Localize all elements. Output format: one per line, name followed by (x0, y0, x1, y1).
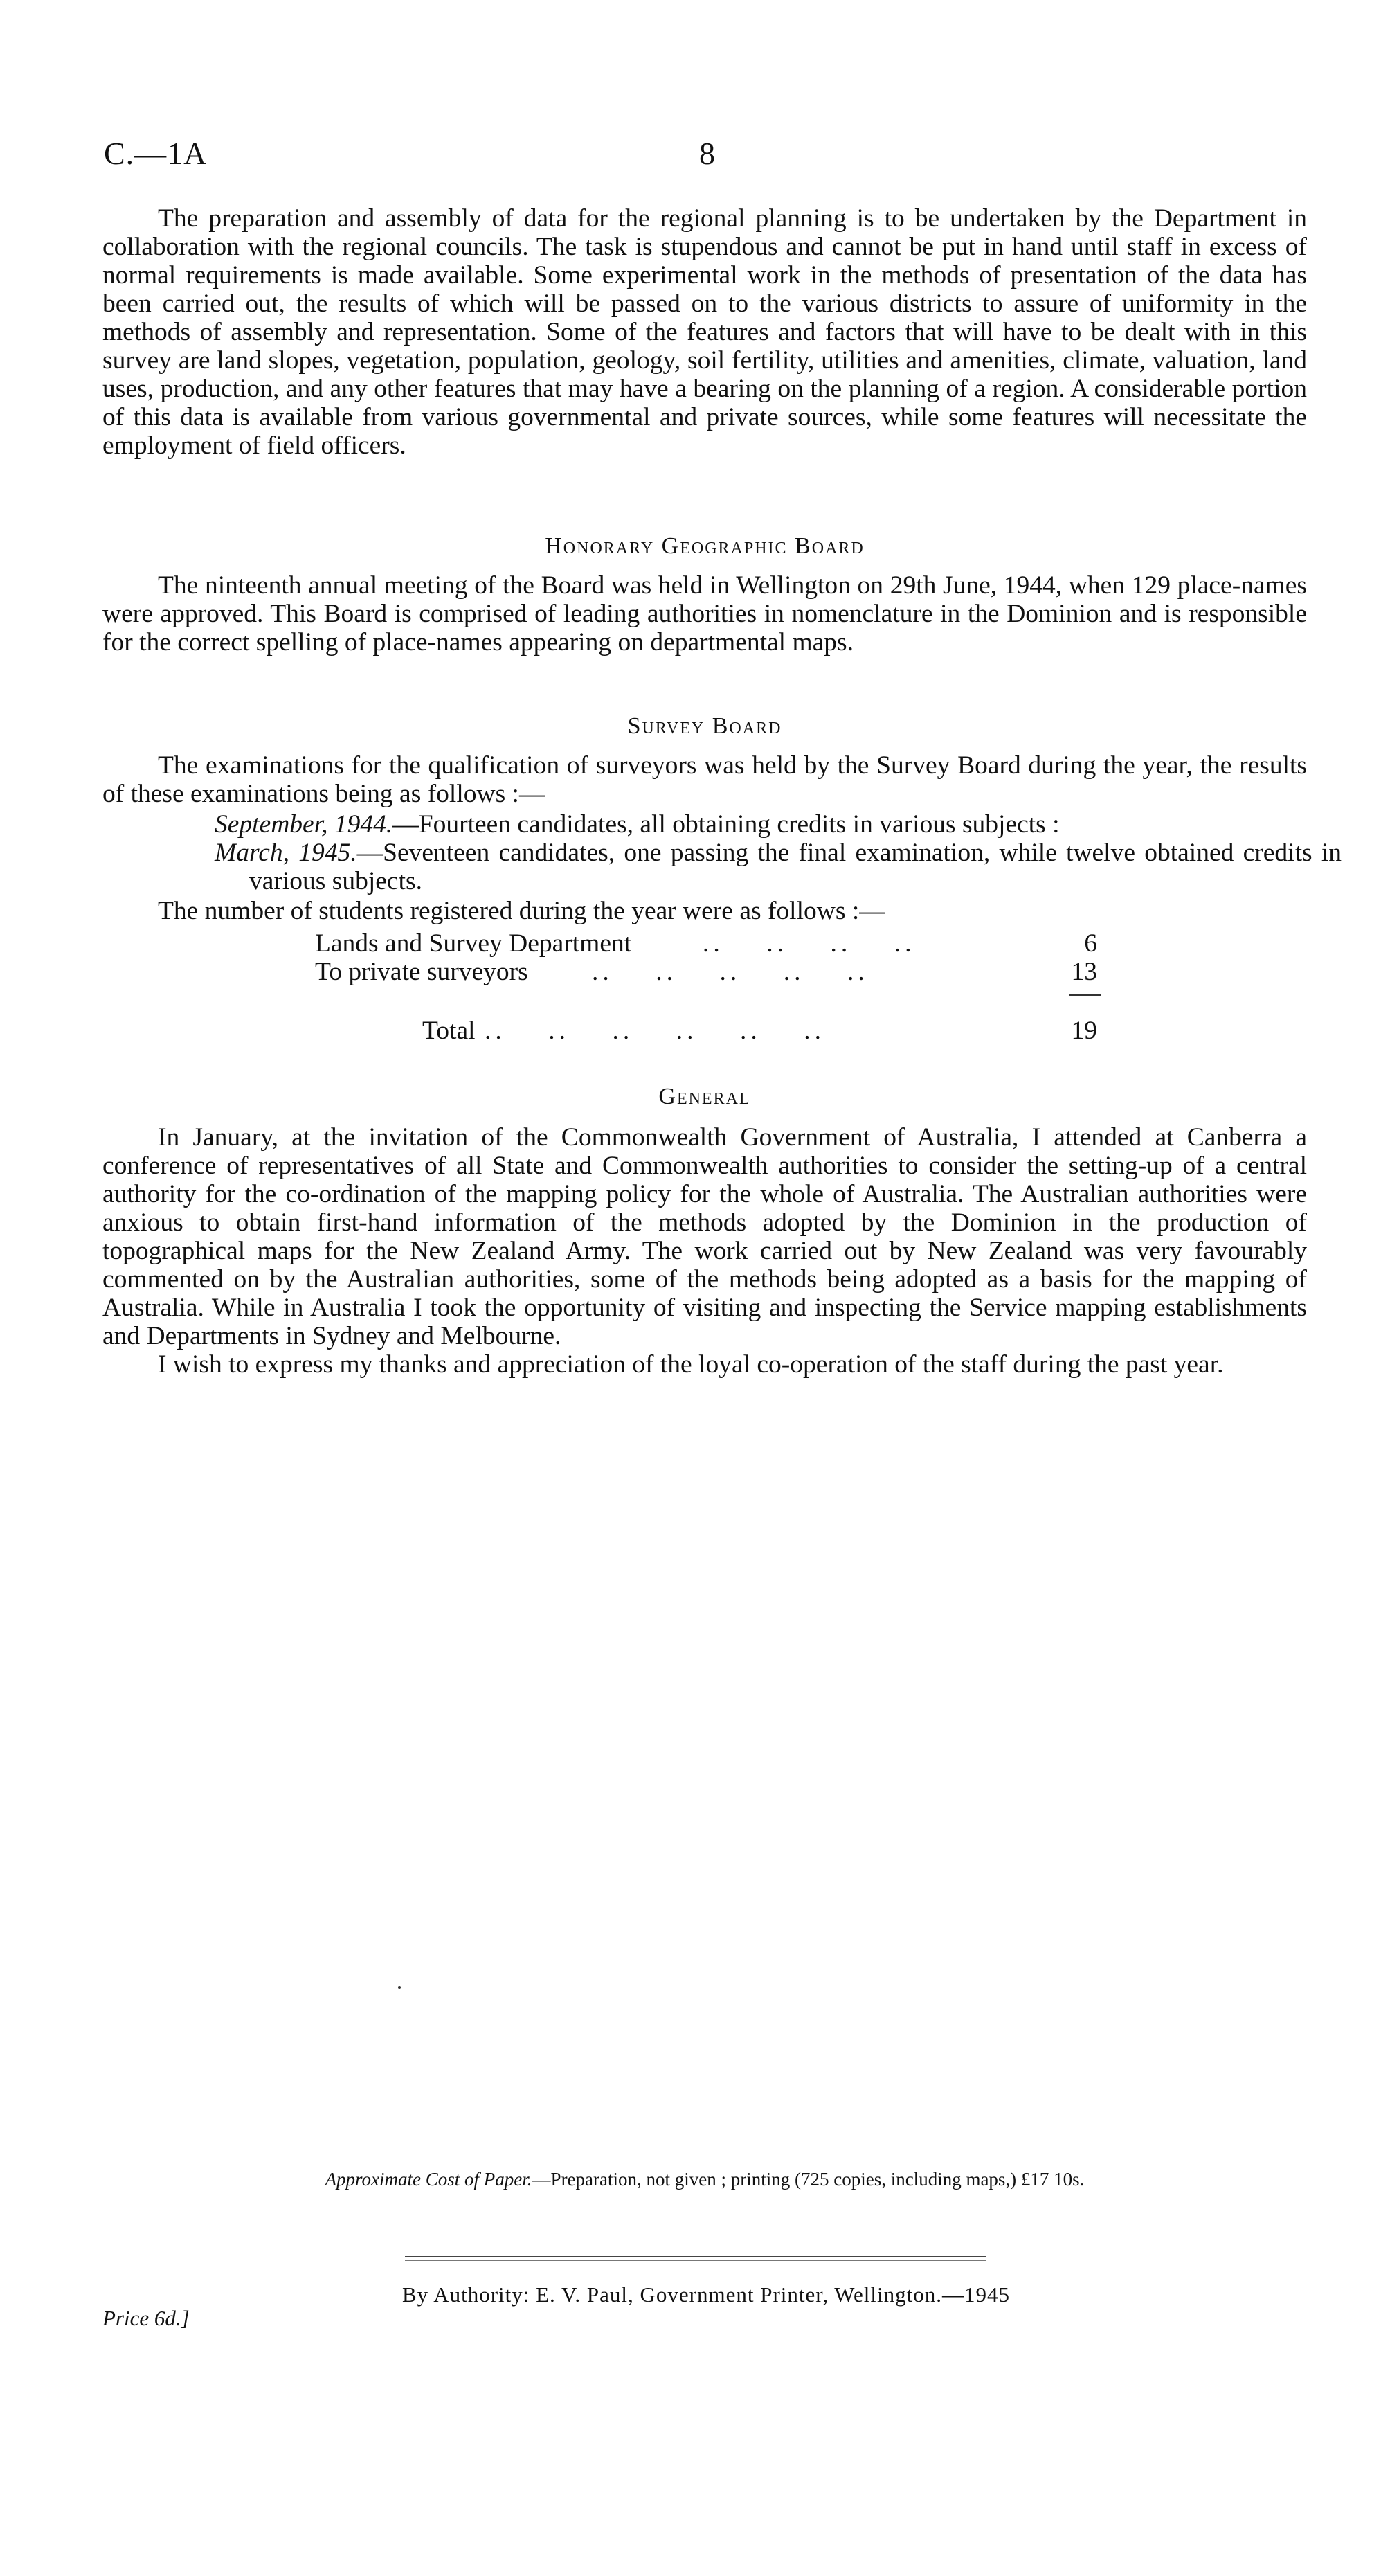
total-count: 19 (1071, 1017, 1097, 1045)
registration-intro: The number of students registered during the year were as follows :— (158, 897, 885, 925)
exam-result-item (215, 810, 1342, 839)
registration-count: 6 (1084, 929, 1097, 958)
registration-count: 13 (1071, 958, 1097, 986)
geographic-board-heading: Honorary Geographic Board (545, 533, 865, 559)
cost-text: —Preparation, not given ; printing (725 copies, including maps,) £17 10s. (532, 2169, 1085, 2190)
page-number: 8 (699, 136, 715, 171)
page-header (104, 135, 1308, 184)
registration-row (315, 929, 1097, 958)
total-label: Total (422, 1017, 476, 1045)
total-divider (1069, 994, 1101, 996)
exam-result-text: —Fourteen candidates, all obtaining credits in various subjects : (392, 810, 1060, 839)
general-paragraph: I wish to express my thanks and appreciation of the loyal co-operation of the staff during the past year. (158, 1350, 1224, 1379)
print-speck (398, 1986, 401, 1989)
geographic-board-block (102, 571, 1307, 656)
survey-board-paragraph: The examinations for the qualification of surveyors was held by the Survey Board during the year, the results of these examinations being as follows :— (102, 751, 1307, 808)
survey-board-block (102, 751, 1307, 808)
document-reference: C.—1A (104, 136, 208, 171)
printer-authority: By Authority: E. V. Paul, Government Printer, Wellington.—1945 (401, 2282, 1011, 2307)
intro-paragraph-block (102, 204, 1307, 460)
general-heading: General (658, 1084, 751, 1109)
leader-dots: .. .. .. .. .. .. (485, 1017, 825, 1045)
footer-rule (405, 2260, 986, 2261)
exam-result-text: —Seventeen candidates, one passing the final examination, while twelve obtained credits in various subjects. (249, 839, 1342, 895)
registration-row (315, 958, 1097, 986)
registration-label: Lands and Survey Department (315, 929, 632, 958)
cost-of-paper-note (102, 2169, 1307, 2190)
leader-dots: .. .. .. .. .. (592, 958, 869, 986)
survey-board-heading: Survey Board (627, 713, 782, 739)
footer-rule (405, 2256, 986, 2257)
general-block (102, 1123, 1307, 1379)
geographic-board-paragraph: The ninteenth annual meeting of the Board was held in Wellington on 29th June, 1944, when 129 place-names were approved. This Board is comprised of leading authorities in nomenclature in the Dominion and is responsible for the correct spelling of place-names appearing on departmental maps. (102, 571, 1307, 656)
exam-result-date: March, 1945. (215, 839, 357, 867)
cost-label: Approximate Cost of Paper. (325, 2169, 532, 2190)
total-row (422, 1017, 1097, 1045)
intro-paragraph: The preparation and assembly of data for the regional planning is to be undertaken by the Department in collaboration with the regional councils. The task is stupendous and cannot be put in hand until staff in excess of normal requirements is made available. Some experimental work in the methods of presentation of the data has been carried out, the results of which will be passed on to the various districts to assure of uniformity in the methods of assembly and representation. Some of the features and factors that will have to be dealt with in this survey are land slopes, vegetation, population, geology, soil fertility, utilities and amenities, climate, valuation, land uses, production, and any other features that may have a bearing on the planning of a region. A considerable portion of this data is available from various governmental and private sources, while some features will necessitate the employment of field officers. (102, 204, 1307, 460)
registration-label: To private surveyors (315, 958, 528, 986)
price-note: Price 6d.] (102, 2306, 190, 2330)
exam-result-item (215, 839, 1342, 895)
general-paragraph: In January, at the invitation of the Commonwealth Government of Australia, I attended at Canberra a conference of representatives of all State and Commonwealth authorities to consider the setting-up of a central authority for the co-ordination of the mapping policy for the whole of Australia. The Australian authorities were anxious to obtain first-hand information of the methods adopted by the Dominion in the production of topographical maps for the New Zealand Army. The work carried out by New Zealand was very favourably commented on by the Australian authorities, some of the methods being adopted as a basis for the mapping of Australia. While in Australia I took the opportunity of visiting and inspecting the Service mapping establishments and Departments in Sydney and Melbourne. (102, 1123, 1307, 1350)
exam-result-date: September, 1944. (215, 810, 393, 839)
leader-dots: .. .. .. .. (703, 929, 916, 958)
